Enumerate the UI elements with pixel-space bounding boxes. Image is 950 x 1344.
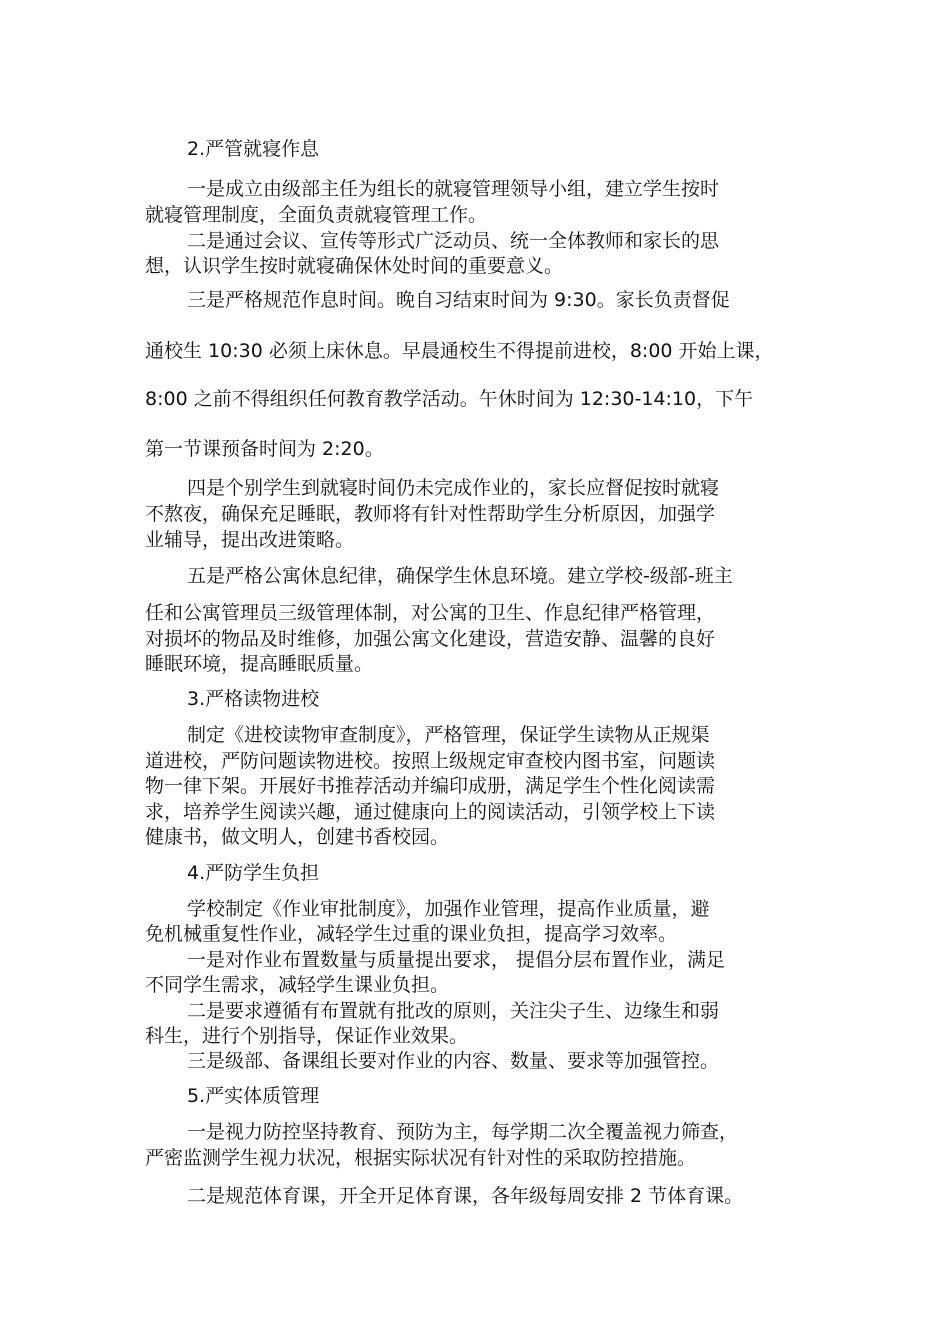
paragraph-line: 业辅导，提出改进策略。 — [145, 529, 355, 551]
paragraph-line: 五是严格公寓休息纪律，确保学生休息环境。建立学校-级部-班主 — [187, 565, 733, 587]
section-heading-4: 4.严防学生负担 — [187, 862, 320, 884]
section-heading-5: 5.严实体质管理 — [187, 1085, 320, 1107]
paragraph-line: 第一节课预备时间为 2:20。 — [145, 438, 384, 460]
paragraph-line: 一是视力防控坚持教育、预防为主，每学期二次全覆盖视力筛查， — [187, 1121, 739, 1143]
paragraph-line: 一是对作业布置数量与质量提出要求， 提倡分层布置作业，满足 — [187, 949, 726, 971]
paragraph-line: 通校生 10:30 必须上床休息。早晨通校生不得提前进校，8:00 开始上课， — [145, 340, 774, 362]
paragraph-line: 对损坏的物品及时维修，加强公寓文化建设，营造安静、温馨的良好 — [145, 628, 716, 650]
paragraph-line: 求，培养学生阅读兴趣，通过健康向上的阅读活动，引领学校上下读 — [145, 801, 716, 823]
paragraph-line: 科生，进行个别指导，保证作业效果。 — [145, 1025, 469, 1047]
paragraph-line: 免机械重复性作业，减轻学生过重的课业负担，提高学习效率。 — [145, 923, 678, 945]
paragraph-line: 任和公寓管理员三级管理体制，对公寓的卫生、作息纪律严格管理， — [145, 602, 716, 624]
paragraph-line: 二是要求遵循有布置就有批改的原则，关注尖子生、边缘生和弱 — [187, 1000, 720, 1022]
paragraph-line: 严密监测学生视力状况，根据实际状况有针对性的采取防控措施。 — [145, 1147, 697, 1169]
paragraph-line: 健康书，做文明人，创建书香校园。 — [145, 826, 450, 848]
paragraph-line: 二是通过会议、宣传等形式广泛动员、统一全体教师和家长的思 — [187, 230, 720, 252]
paragraph-line: 想，认识学生按时就寝确保休处时间的重要意义。 — [145, 255, 564, 277]
paragraph-line: 一是成立由级部主任为组长的就寝管理领导小组，建立学生按时 — [187, 178, 720, 200]
paragraph-line: 四是个别学生到就寝时间仍未完成作业的，家长应督促按时就寝 — [187, 477, 720, 499]
paragraph-line: 二是规范体育课，开全开足体育课，各年级每周安排 2 节体育课。 — [187, 1185, 744, 1207]
section-heading-3: 3.严格读物进校 — [187, 688, 320, 710]
paragraph-line: 就寝管理制度，全面负责就寝管理工作。 — [145, 204, 488, 226]
paragraph-line: 道进校，严防问题读物进校。按照上级规定审查校内图书室，问题读 — [145, 750, 716, 772]
paragraph-line: 制定《进校读物审查制度》，严格管理，保证学生读物从正规渠 — [187, 724, 710, 746]
paragraph-line: 不熬夜，确保充足睡眠，教师将有针对性帮助学生分析原因，加强学 — [145, 503, 716, 525]
paragraph-line: 学校制定《作业审批制度》，加强作业管理，提高作业质量，避 — [187, 898, 710, 920]
paragraph-line: 睡眠环境，提高睡眠质量。 — [145, 653, 374, 675]
paragraph-line: 物一律下架。开展好书推荐活动并编印成册，满足学生个性化阅读需 — [145, 775, 716, 797]
paragraph-line: 三是级部、备课组长要对作业的内容、数量、要求等加强管控。 — [187, 1050, 720, 1072]
paragraph-line: 不同学生需求，减轻学生课业负担。 — [145, 974, 450, 996]
section-heading-2: 2.严管就寝作息 — [187, 138, 320, 160]
paragraph-line: 三是严格规范作息时间。晚自习结束时间为 9:30。家长负责督促 — [187, 289, 730, 311]
paragraph-line: 8:00 之前不得组织任何教育教学活动。午休时间为 12:30-14:10，下午 — [145, 388, 754, 410]
